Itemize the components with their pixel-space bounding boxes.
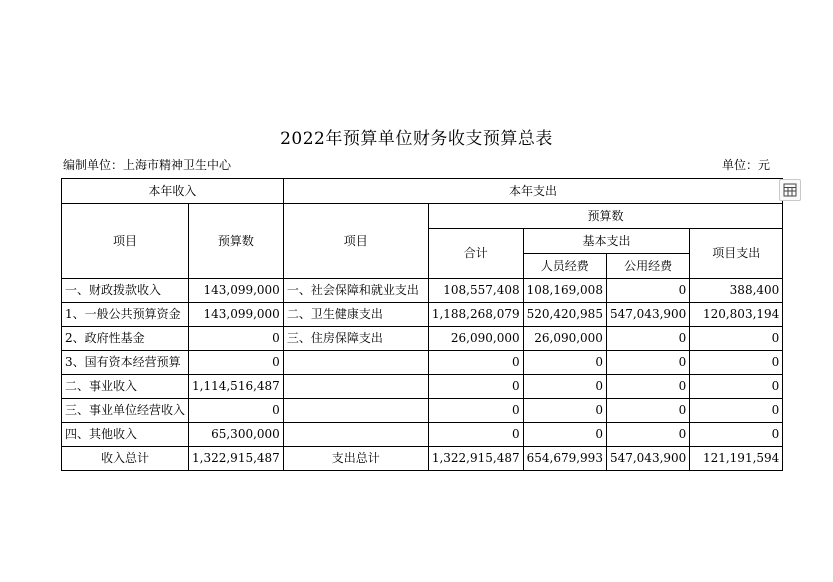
expense-item-header: 项目 bbox=[283, 204, 428, 279]
public-amount: 0 bbox=[606, 399, 689, 423]
expense-total: 26,090,000 bbox=[428, 327, 523, 351]
income-item: 二、事业收入 bbox=[62, 375, 189, 399]
income-amount: 0 bbox=[189, 351, 284, 375]
project-amount: 0 bbox=[690, 327, 783, 351]
expense-total: 0 bbox=[428, 399, 523, 423]
income-item: 1、一般公共预算资金 bbox=[62, 303, 189, 327]
table-row bbox=[62, 327, 783, 351]
public-amount: 0 bbox=[606, 279, 689, 303]
income-amount: 0 bbox=[189, 399, 284, 423]
personnel-amount: 26,090,000 bbox=[523, 327, 606, 351]
income-item: 一、财政拨款收入 bbox=[62, 279, 189, 303]
income-amount: 0 bbox=[189, 327, 284, 351]
income-amount: 143,099,000 bbox=[189, 279, 284, 303]
expense-budget-header: 预算数 bbox=[428, 204, 782, 229]
expense-grand-total: 1,322,915,487 bbox=[428, 447, 523, 471]
project-expense-header: 项目支出 bbox=[690, 229, 783, 279]
personnel-total: 654,679,993 bbox=[523, 447, 606, 471]
income-amount: 143,099,000 bbox=[189, 303, 284, 327]
public-header: 公用经费 bbox=[606, 254, 689, 279]
project-amount: 0 bbox=[690, 375, 783, 399]
expense-item: 一、社会保障和就业支出 bbox=[283, 279, 428, 303]
income-budget-header: 预算数 bbox=[189, 204, 284, 279]
income-item: 三、事业单位经营收入 bbox=[62, 399, 189, 423]
public-amount: 0 bbox=[606, 327, 689, 351]
expense-item bbox=[283, 423, 428, 447]
income-item-header: 项目 bbox=[62, 204, 189, 279]
personnel-header: 人员经费 bbox=[523, 254, 606, 279]
income-item: 2、政府性基金 bbox=[62, 327, 189, 351]
expense-total: 0 bbox=[428, 375, 523, 399]
table-row bbox=[62, 423, 783, 447]
personnel-amount: 108,169,008 bbox=[523, 279, 606, 303]
budget-summary-table bbox=[61, 178, 783, 471]
expense-item: 二、卫生健康支出 bbox=[283, 303, 428, 327]
income-amount: 65,300,000 bbox=[189, 423, 284, 447]
expense-item bbox=[283, 351, 428, 375]
expense-item bbox=[283, 375, 428, 399]
table-select-icon[interactable] bbox=[779, 179, 801, 201]
personnel-amount: 0 bbox=[523, 423, 606, 447]
table-row bbox=[62, 279, 783, 303]
expense-item bbox=[283, 399, 428, 423]
personnel-amount: 0 bbox=[523, 351, 606, 375]
project-total: 121,191,594 bbox=[690, 447, 783, 471]
income-amount: 1,114,516,487 bbox=[189, 375, 284, 399]
personnel-amount: 0 bbox=[523, 399, 606, 423]
expense-total: 108,557,408 bbox=[428, 279, 523, 303]
public-amount: 547,043,900 bbox=[606, 303, 689, 327]
compiling-unit: 编制单位：上海市精神卫生中心 bbox=[63, 158, 232, 172]
income-item: 四、其他收入 bbox=[62, 423, 189, 447]
personnel-amount: 0 bbox=[523, 375, 606, 399]
expense-total: 1,188,268,079 bbox=[428, 303, 523, 327]
public-total: 547,043,900 bbox=[606, 447, 689, 471]
expense-header: 本年支出 bbox=[283, 179, 782, 204]
public-amount: 0 bbox=[606, 423, 689, 447]
table-row bbox=[62, 399, 783, 423]
income-item: 3、国有资本经营预算 bbox=[62, 351, 189, 375]
table-row bbox=[62, 303, 783, 327]
expense-total: 0 bbox=[428, 351, 523, 375]
project-amount: 0 bbox=[690, 399, 783, 423]
totals-row bbox=[62, 447, 783, 471]
project-amount: 120,803,194 bbox=[690, 303, 783, 327]
project-amount: 0 bbox=[690, 423, 783, 447]
project-amount: 0 bbox=[690, 351, 783, 375]
total-header: 合计 bbox=[428, 229, 523, 279]
page-title: 2022年预算单位财务收支预算总表 bbox=[280, 129, 553, 149]
income-total-label: 收入总计 bbox=[62, 447, 189, 471]
public-amount: 0 bbox=[606, 375, 689, 399]
expense-item: 三、住房保障支出 bbox=[283, 327, 428, 351]
expense-total-label: 支出总计 bbox=[283, 447, 428, 471]
income-header: 本年收入 bbox=[62, 179, 284, 204]
personnel-amount: 520,420,985 bbox=[523, 303, 606, 327]
table-row bbox=[62, 351, 783, 375]
public-amount: 0 bbox=[606, 351, 689, 375]
currency-unit: 单位：元 bbox=[722, 158, 771, 172]
expense-total: 0 bbox=[428, 423, 523, 447]
project-amount: 388,400 bbox=[690, 279, 783, 303]
income-total-amount: 1,322,915,487 bbox=[189, 447, 284, 471]
basic-expense-header: 基本支出 bbox=[523, 229, 690, 254]
table-row bbox=[62, 375, 783, 399]
